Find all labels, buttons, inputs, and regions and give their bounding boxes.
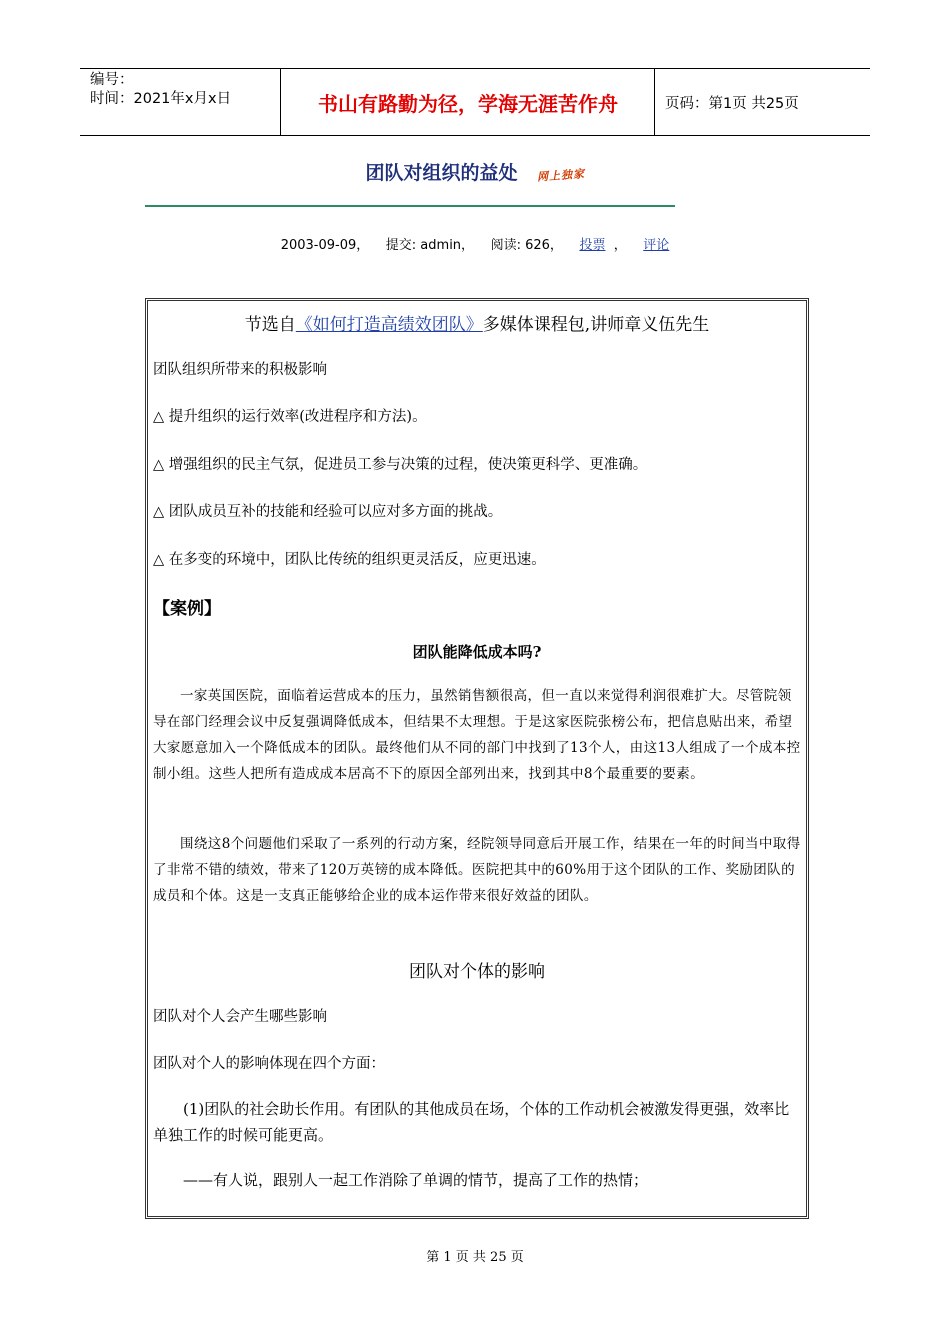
source-prefix: 节选自 bbox=[244, 315, 296, 335]
bullet-item: △ 在多变的环境中，团队比传统的组织更灵活反，应更迅速。 bbox=[153, 552, 546, 568]
title-divider bbox=[145, 205, 675, 207]
article-title: 团队对组织的益处 bbox=[365, 162, 518, 184]
point-quote: ——有人说，跟别人一起工作消除了单调的情节，提高了工作的热情； bbox=[183, 1171, 649, 1189]
source-suffix: 多媒体课程包,讲师章义伍先生 bbox=[482, 315, 710, 335]
case-paragraph: 一家英国医院，面临着运营成本的压力，虽然销售额很高，但一直以来觉得利润很难扩大。尽管院领导在部门经理会议中反复强调降低成本，但结果不太理想。于是这家医院张榜公布，把信息贴出来，希望大家愿意加入一个降低成本的团队。最终他们从不同的部门中找到了13个人，由这13人组成了一个成本控制小组。这些人把所有造成成本居高不下的原因全部列出来，找到其中8个最重要的要素。 bbox=[153, 688, 801, 782]
section-heading: 团队组织所带来的积极影响 bbox=[153, 362, 327, 378]
article-title-row bbox=[0, 158, 950, 185]
point-paragraph: (1)团队的社会助长作用。有团队的其他成员在场，个体的工作动机会被激发得更强，效率比单独工作的时候可能更高。 bbox=[153, 1100, 790, 1144]
bullet-item: △ 团队成员互补的技能和经验可以应对多方面的挑战。 bbox=[153, 504, 503, 520]
case-paragraph: 围绕这8个问题他们采取了一系列的行动方案，经院领导同意后开展工作，结果在一年的时间当中取得了非常不错的绩效，带来了120万英镑的成本降低。医院把其中的60%用于这个团队的工作、奖励团队的成员和个体。这是一支真正能够给企业的成本运作带来很好效益的团队。 bbox=[153, 836, 801, 904]
vote-separator: ， bbox=[613, 238, 627, 253]
header-page-info: 页码：第1页 共25页 bbox=[665, 95, 799, 112]
comment-link[interactable]: 评论 bbox=[643, 238, 670, 253]
content-box bbox=[145, 298, 809, 1219]
course-link[interactable]: 《如何打造高绩效团队》 bbox=[295, 315, 483, 335]
vote-link[interactable]: 投票 bbox=[579, 238, 606, 253]
bullet-item: △ 提升组织的运行效率(改进程序和方法)。 bbox=[153, 409, 427, 425]
case-title: 团队能降低成本吗? bbox=[412, 643, 542, 661]
exclusive-stamp: 网上独家 bbox=[536, 167, 585, 184]
page-footer: 第 1 页 共 25 页 bbox=[426, 1250, 524, 1265]
header-bottom-rule bbox=[80, 135, 870, 136]
article-date: 2003-09-09， bbox=[280, 238, 370, 253]
article-meta bbox=[0, 234, 950, 253]
header-meta-cell bbox=[80, 68, 281, 136]
article-submitter: 提交: admin， bbox=[385, 238, 475, 253]
section-heading: 团队对个体的影响 bbox=[409, 962, 545, 982]
article-reads: 阅读: 626， bbox=[490, 238, 563, 253]
bullet-item: △ 增强组织的民主气氛，促进员工参与决策的过程，使决策更科学、更准确。 bbox=[153, 457, 648, 473]
question-line: 团队对个人会产生哪些影响 bbox=[153, 1009, 327, 1025]
doc-time-label: 时间：2021年x月x日 bbox=[90, 91, 232, 107]
header-motto: 书山有路勤为径，学海无涯苦作舟 bbox=[282, 68, 655, 136]
page-header bbox=[80, 68, 870, 136]
question-line: 团队对个人的影响体现在四个方面： bbox=[153, 1056, 385, 1072]
case-label: 【案例】 bbox=[153, 599, 221, 619]
doc-id-label: 编号： bbox=[90, 72, 134, 88]
source-line bbox=[153, 310, 801, 335]
